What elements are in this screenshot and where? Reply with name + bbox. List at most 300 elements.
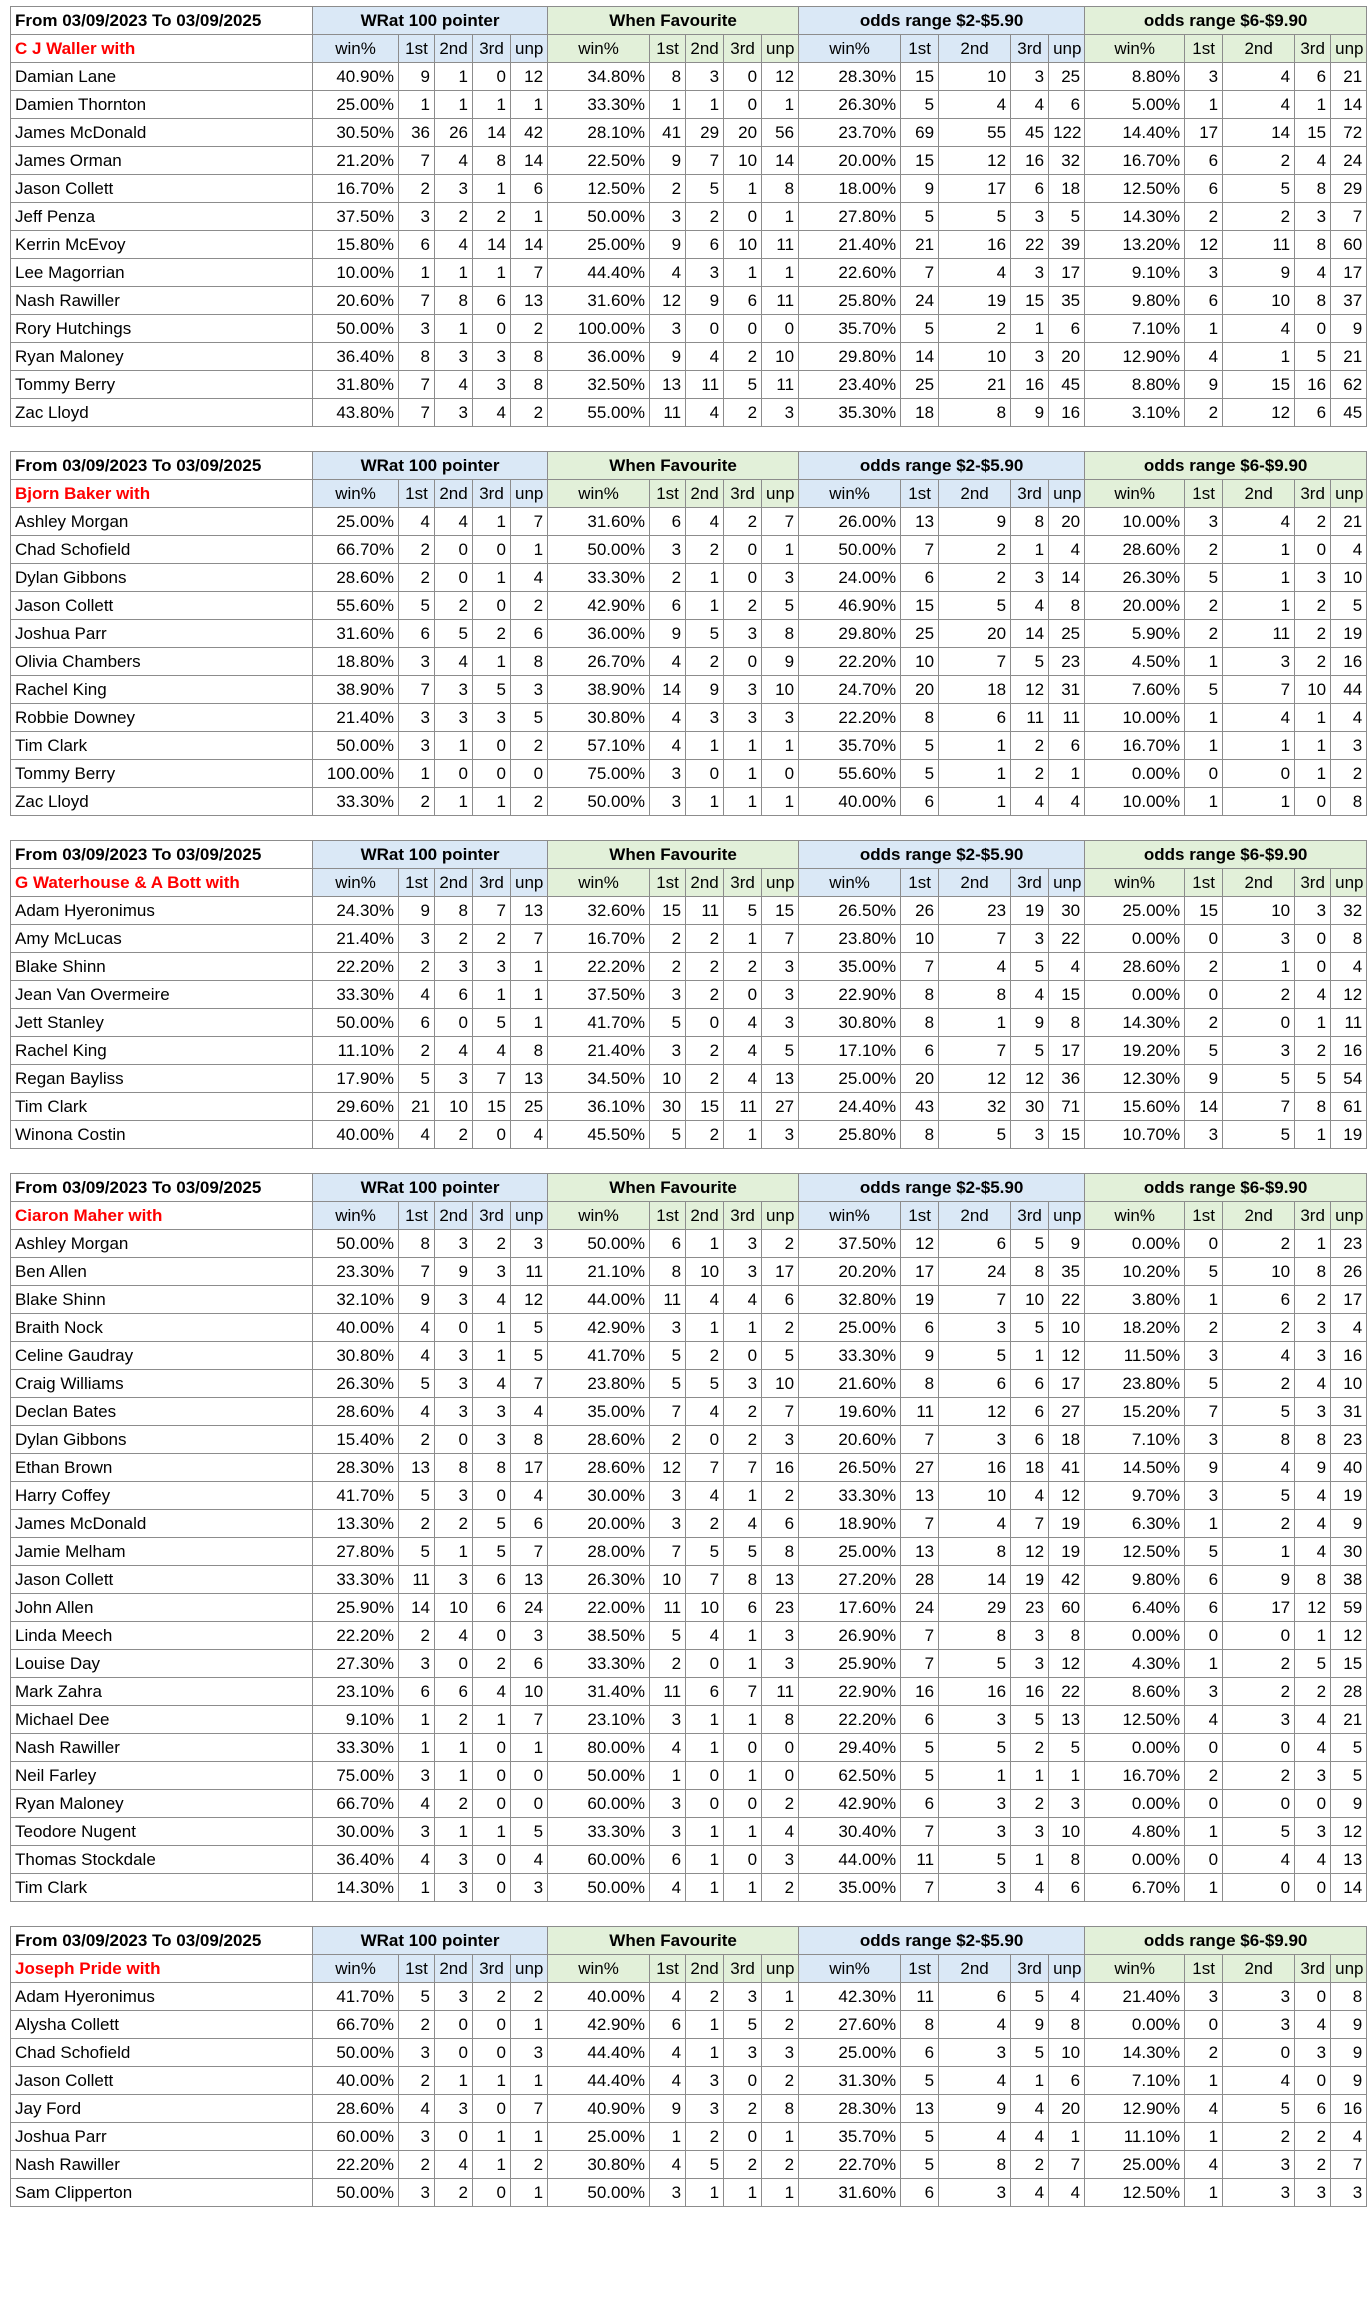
table-row (11, 897, 1367, 925)
stat-cell: 4 (650, 2151, 686, 2179)
stat-cell: 1 (939, 788, 1011, 816)
stat-cell: 12 (901, 1230, 939, 1258)
stat-cell: 8 (1011, 1258, 1049, 1286)
stat-cell: 4 (1223, 1846, 1295, 1874)
table-row (11, 1983, 1367, 2011)
stat-cell: 19 (1331, 1121, 1367, 1149)
stat-cell: 5 (1185, 1037, 1223, 1065)
column-header: win% (313, 35, 399, 63)
stat-cell: 9 (901, 1342, 939, 1370)
stat-cell: 5 (901, 2123, 939, 2151)
stat-cell: 2 (762, 2011, 799, 2039)
stat-cell: 31.60% (548, 287, 650, 315)
stat-cell: 26 (1331, 1258, 1367, 1286)
table-row (11, 1482, 1367, 1510)
column-header: 2nd (435, 1955, 473, 1983)
stat-cell: 59 (1331, 1594, 1367, 1622)
stat-cell: 3 (435, 1230, 473, 1258)
table-row (11, 925, 1367, 953)
stat-cell: 9 (686, 287, 724, 315)
stat-cell: 40.90% (313, 63, 399, 91)
stat-cell: 24.40% (799, 1093, 901, 1121)
stat-cell: 12 (511, 63, 548, 91)
stat-cell: 4 (435, 371, 473, 399)
stat-cell: 16 (1331, 648, 1367, 676)
stat-cell: 5 (1295, 1065, 1331, 1093)
stat-cell: 7 (399, 399, 435, 427)
stat-cell: 2 (686, 536, 724, 564)
stat-cell: 50.00% (313, 732, 399, 760)
stat-cell: 7 (650, 1398, 686, 1426)
stat-cell: 3 (435, 399, 473, 427)
stat-cell: 5 (1011, 1230, 1049, 1258)
column-header: 2nd (686, 869, 724, 897)
stat-cell: 6 (1011, 1370, 1049, 1398)
stat-cell: 14 (901, 343, 939, 371)
table-row (11, 2039, 1367, 2067)
stat-cell: 5 (399, 1538, 435, 1566)
stat-cell: 5 (1011, 953, 1049, 981)
stat-cell: 26 (435, 119, 473, 147)
stat-cell: 16 (1331, 2095, 1367, 2123)
stat-cell: 21.40% (799, 231, 901, 259)
stat-cell: 3 (1295, 1398, 1331, 1426)
stat-cell: 2 (1185, 1762, 1223, 1790)
stat-cell: 1 (473, 175, 511, 203)
stat-cell: 6 (901, 1314, 939, 1342)
stat-cell: 2 (650, 1650, 686, 1678)
stat-cell: 6.40% (1085, 1594, 1185, 1622)
stat-cell: 18.20% (1085, 1314, 1185, 1342)
stat-cell: 1 (511, 2123, 548, 2151)
stat-cell: 4 (686, 1622, 724, 1650)
stat-cell: 1 (473, 981, 511, 1009)
stat-cell: 4 (1049, 536, 1085, 564)
stat-cell: 1 (1295, 704, 1331, 732)
stat-cell: 3 (1223, 2179, 1295, 2207)
group-header: When Favourite (548, 841, 799, 869)
stat-cell: 26 (901, 897, 939, 925)
stat-cell: 4 (650, 732, 686, 760)
stat-cell: 5 (901, 732, 939, 760)
stat-cell: 6 (650, 1230, 686, 1258)
stat-cell: 5 (901, 760, 939, 788)
stat-cell: 4 (1049, 2179, 1085, 2207)
stat-cell: 2 (762, 1230, 799, 1258)
table-row (11, 231, 1367, 259)
stat-cell: 6 (511, 620, 548, 648)
stat-cell: 2 (762, 1790, 799, 1818)
stat-cell: 17 (901, 1258, 939, 1286)
stat-cell: 16 (1331, 1342, 1367, 1370)
column-header: win% (548, 869, 650, 897)
stat-cell: 0 (473, 2011, 511, 2039)
table-row (11, 760, 1367, 788)
stat-cell: 0 (724, 315, 762, 343)
stat-cell: 7 (511, 508, 548, 536)
stat-cell: 20.00% (1085, 592, 1185, 620)
stat-cell: 12 (1049, 1650, 1085, 1678)
stat-cell: 1 (686, 1734, 724, 1762)
stat-cell: 22 (1049, 1286, 1085, 1314)
stat-cell: 2 (1295, 1286, 1331, 1314)
column-header: unp (1049, 480, 1085, 508)
stat-cell: 9 (650, 2095, 686, 2123)
stat-cell: 5 (473, 1009, 511, 1037)
stat-cell: 5 (1011, 1037, 1049, 1065)
stat-cell: 9 (1331, 2011, 1367, 2039)
jockey-name: James Orman (11, 147, 313, 175)
jockey-name: Dylan Gibbons (11, 564, 313, 592)
stat-cell: 2 (724, 508, 762, 536)
jockey-name: Olivia Chambers (11, 648, 313, 676)
stat-cell: 4 (435, 508, 473, 536)
column-header: 3rd (1295, 1955, 1331, 1983)
stat-cell: 0.00% (1085, 760, 1185, 788)
stat-cell: 1 (511, 2011, 548, 2039)
stat-cell: 0 (473, 760, 511, 788)
jockey-name: Tim Clark (11, 732, 313, 760)
stat-cell: 14 (650, 676, 686, 704)
jockey-name: Robbie Downey (11, 704, 313, 732)
stat-cell: 3 (762, 399, 799, 427)
stat-cell: 39 (1049, 231, 1085, 259)
stat-cell: 32.60% (548, 897, 650, 925)
stat-cell: 50.00% (313, 1230, 399, 1258)
stat-cell: 19 (1331, 620, 1367, 648)
stat-cell: 2 (724, 399, 762, 427)
stat-cell: 3 (1049, 1790, 1085, 1818)
column-header: win% (1085, 869, 1185, 897)
stat-cell: 0 (1185, 925, 1223, 953)
stat-cell: 2 (1185, 2039, 1223, 2067)
stat-cell: 10 (1049, 1818, 1085, 1846)
stat-cell: 5 (399, 1065, 435, 1093)
stat-cell: 22.00% (548, 1594, 650, 1622)
stat-cell: 20 (724, 119, 762, 147)
stat-cell: 5 (1049, 1734, 1085, 1762)
stat-cell: 14 (473, 231, 511, 259)
stat-cell: 1 (1049, 760, 1085, 788)
stat-cell: 25.00% (799, 1314, 901, 1342)
stat-cell: 6 (1049, 1874, 1085, 1902)
stat-cell: 54 (1331, 1065, 1367, 1093)
stat-cell: 0 (1295, 1874, 1331, 1902)
jockey-name: Lee Magorrian (11, 259, 313, 287)
stat-cell: 40.90% (548, 2095, 650, 2123)
stat-cell: 10 (1011, 1286, 1049, 1314)
stat-cell: 38.50% (548, 1622, 650, 1650)
stat-cell: 0.00% (1085, 1622, 1185, 1650)
stat-cell: 60 (1331, 231, 1367, 259)
stat-cell: 42.90% (799, 1790, 901, 1818)
stat-cell: 4 (1185, 2151, 1223, 2179)
column-header: 2nd (435, 869, 473, 897)
stat-cell: 15 (473, 1093, 511, 1121)
stat-cell: 17 (1331, 1286, 1367, 1314)
table-row (11, 564, 1367, 592)
stat-cell: 3 (399, 2039, 435, 2067)
stat-cell: 0.00% (1085, 925, 1185, 953)
column-header: 3rd (1011, 480, 1049, 508)
stat-cell: 8 (939, 2151, 1011, 2179)
stat-cell: 8 (399, 1230, 435, 1258)
stat-cell: 21.60% (799, 1370, 901, 1398)
stat-cell: 66.70% (313, 536, 399, 564)
stat-cell: 4 (435, 147, 473, 175)
jockey-name: Ethan Brown (11, 1454, 313, 1482)
stat-cell: 0 (473, 63, 511, 91)
column-header: win% (313, 1202, 399, 1230)
table-row (11, 1846, 1367, 1874)
stat-cell: 1 (724, 175, 762, 203)
stat-cell: 5 (901, 1734, 939, 1762)
stat-cell: 13 (511, 1065, 548, 1093)
stat-cell: 8 (511, 1426, 548, 1454)
stat-cell: 7.10% (1085, 315, 1185, 343)
stat-cell: 1 (435, 2067, 473, 2095)
group-header: odds range $6-$9.90 (1085, 1174, 1367, 1202)
period-label: From 03/09/2023 To 03/09/2025 (11, 452, 313, 480)
column-header: 1st (399, 1955, 435, 1983)
stat-cell: 8 (511, 1037, 548, 1065)
column-header: 2nd (686, 35, 724, 63)
jockey-name: Dylan Gibbons (11, 1426, 313, 1454)
stat-cell: 4 (399, 1398, 435, 1426)
stat-cell: 24.00% (799, 564, 901, 592)
jockey-name: Ben Allen (11, 1258, 313, 1286)
table-row (11, 592, 1367, 620)
stat-cell: 31.40% (548, 1678, 650, 1706)
stat-cell: 2 (473, 1983, 511, 2011)
stat-cell: 4 (1011, 1482, 1049, 1510)
group-header: odds range $6-$9.90 (1085, 452, 1367, 480)
stat-cell: 33.30% (799, 1342, 901, 1370)
stat-cell: 2 (724, 1426, 762, 1454)
group-header-row (11, 1174, 1367, 1202)
stat-cell: 0 (1223, 1790, 1295, 1818)
stat-cell: 7 (511, 1370, 548, 1398)
stat-cell: 12 (1331, 1622, 1367, 1650)
stat-cell: 0 (473, 1846, 511, 1874)
stat-cell: 1 (762, 1983, 799, 2011)
stat-cell: 6 (724, 287, 762, 315)
stat-cell: 6 (1011, 175, 1049, 203)
stat-cell: 66.70% (313, 2011, 399, 2039)
stat-cell: 22.20% (799, 704, 901, 732)
stat-cell: 6 (901, 788, 939, 816)
stat-cell: 13 (1049, 1706, 1085, 1734)
stat-cell: 1 (399, 1706, 435, 1734)
stat-cell: 3 (511, 1622, 548, 1650)
stat-cell: 75.00% (548, 760, 650, 788)
stat-cell: 3 (1223, 2011, 1295, 2039)
jockey-name: Ryan Maloney (11, 343, 313, 371)
stat-cell: 35.70% (799, 2123, 901, 2151)
stat-cell: 4 (435, 231, 473, 259)
stat-cell: 4 (1331, 536, 1367, 564)
stat-cell: 0 (762, 315, 799, 343)
stat-cell: 6 (511, 1510, 548, 1538)
stat-cell: 8 (1331, 788, 1367, 816)
stat-cell: 11 (1331, 1009, 1367, 1037)
stat-cell: 0 (435, 1009, 473, 1037)
stat-cell: 2 (435, 1706, 473, 1734)
group-header-row (11, 452, 1367, 480)
stat-cell: 0 (1185, 760, 1223, 788)
stat-cell: 2 (473, 1230, 511, 1258)
stat-cell: 9 (399, 63, 435, 91)
stat-cell: 5 (1331, 1734, 1367, 1762)
stat-cell: 41.70% (548, 1009, 650, 1037)
stat-cell: 3 (1295, 2039, 1331, 2067)
stat-cell: 1 (686, 2039, 724, 2067)
stat-cell: 35.70% (799, 732, 901, 760)
stat-cell: 2 (1295, 620, 1331, 648)
stat-cell: 5 (1049, 203, 1085, 231)
stat-cell: 0 (1185, 1790, 1223, 1818)
stat-cell: 16.70% (1085, 147, 1185, 175)
stat-cell: 25 (1049, 620, 1085, 648)
stat-cell: 4 (473, 1678, 511, 1706)
stat-cell: 27.80% (799, 203, 901, 231)
stat-cell: 22.20% (313, 953, 399, 981)
column-header: win% (548, 1955, 650, 1983)
stat-cell: 2 (473, 620, 511, 648)
stat-cell: 8 (901, 704, 939, 732)
stat-cell: 25 (511, 1093, 548, 1121)
stat-cell: 21.40% (313, 704, 399, 732)
jockey-name: Michael Dee (11, 1706, 313, 1734)
stat-cell: 3 (686, 704, 724, 732)
stat-cell: 26.50% (799, 897, 901, 925)
stat-cell: 30.00% (313, 1818, 399, 1846)
stat-cell: 30 (650, 1093, 686, 1121)
stat-cell: 10 (1295, 676, 1331, 704)
jockey-name: Nash Rawiller (11, 287, 313, 315)
stat-cell: 3 (435, 1983, 473, 2011)
stat-cell: 5 (901, 315, 939, 343)
stat-cell: 5 (399, 1983, 435, 2011)
stat-cell: 30 (1331, 1538, 1367, 1566)
stat-cell: 0 (724, 1846, 762, 1874)
stat-cell: 23.40% (799, 371, 901, 399)
stat-cell: 3 (399, 1650, 435, 1678)
stat-cell: 2 (1223, 1650, 1295, 1678)
stat-cell: 8 (901, 2011, 939, 2039)
column-header: unp (762, 1202, 799, 1230)
stat-cell: 11 (650, 1286, 686, 1314)
stat-cell: 0 (435, 536, 473, 564)
jockey-name: Neil Farley (11, 1762, 313, 1790)
stat-cell: 42.90% (548, 592, 650, 620)
stat-cell: 3 (939, 1314, 1011, 1342)
stat-cell: 28.60% (313, 1398, 399, 1426)
stat-cell: 7 (901, 1622, 939, 1650)
stat-cell: 30.40% (799, 1818, 901, 1846)
jockey-name: Thomas Stockdale (11, 1846, 313, 1874)
stat-cell: 31.80% (313, 371, 399, 399)
stat-cell: 11 (724, 1093, 762, 1121)
stat-cell: 1 (762, 203, 799, 231)
stat-cell: 2 (650, 175, 686, 203)
stat-cell: 4.30% (1085, 1650, 1185, 1678)
column-header: unp (511, 35, 548, 63)
stat-cell: 4 (939, 953, 1011, 981)
trainer-label: Joseph Pride with (11, 1955, 313, 1983)
stat-cell: 25 (901, 371, 939, 399)
stat-cell: 3 (650, 1818, 686, 1846)
stat-cell: 10 (1331, 1370, 1367, 1398)
stat-cell: 0 (1223, 1622, 1295, 1650)
stat-cell: 21.40% (313, 925, 399, 953)
stat-cell: 4 (650, 1983, 686, 2011)
stat-cell: 1 (511, 203, 548, 231)
column-header: unp (762, 480, 799, 508)
stat-cell: 27.20% (799, 1566, 901, 1594)
stat-cell: 23.10% (548, 1706, 650, 1734)
table-row (11, 1762, 1367, 1790)
stats-table (10, 840, 1367, 1149)
stat-cell: 17 (1049, 259, 1085, 287)
stat-cell: 13 (511, 1566, 548, 1594)
stat-cell: 5 (511, 704, 548, 732)
stat-cell: 3 (939, 2039, 1011, 2067)
stat-cell: 22.20% (799, 648, 901, 676)
stat-cell: 19 (1011, 897, 1049, 925)
stat-cell: 45 (1331, 399, 1367, 427)
stat-cell: 4 (399, 1121, 435, 1149)
stat-cell: 1 (435, 91, 473, 119)
stat-cell: 8 (473, 147, 511, 175)
stat-cell: 5 (473, 1538, 511, 1566)
table-row (11, 1093, 1367, 1121)
jockey-name: Zac Lloyd (11, 788, 313, 816)
stat-cell: 11 (650, 1594, 686, 1622)
stat-cell: 12.50% (548, 175, 650, 203)
jockey-name: Alysha Collett (11, 2011, 313, 2039)
stat-cell: 3 (473, 1258, 511, 1286)
stat-cell: 33.30% (799, 1482, 901, 1510)
stat-cell: 5 (1223, 1482, 1295, 1510)
stat-cell: 6 (1011, 1398, 1049, 1426)
stat-cell: 9.70% (1085, 1482, 1185, 1510)
stat-cell: 0 (1223, 1009, 1295, 1037)
stat-cell: 2 (399, 2011, 435, 2039)
stat-cell: 26.50% (799, 1454, 901, 1482)
jockey-name: Ashley Morgan (11, 1230, 313, 1258)
stat-cell: 15 (650, 897, 686, 925)
stat-cell: 7 (724, 1454, 762, 1482)
stat-cell: 8 (1049, 2011, 1085, 2039)
stat-cell: 5 (1295, 343, 1331, 371)
stat-cell: 3 (650, 1510, 686, 1538)
stat-cell: 10.00% (313, 259, 399, 287)
stat-cell: 43.80% (313, 399, 399, 427)
stat-cell: 25 (901, 620, 939, 648)
stat-cell: 14 (1011, 620, 1049, 648)
column-header: unp (762, 35, 799, 63)
stat-cell: 1 (686, 732, 724, 760)
stat-cell: 8 (939, 1538, 1011, 1566)
stat-cell: 12.50% (1085, 1538, 1185, 1566)
stat-cell: 3 (435, 343, 473, 371)
stat-cell: 5 (686, 620, 724, 648)
table-row (11, 620, 1367, 648)
stat-cell: 3 (650, 788, 686, 816)
stat-cell: 2 (1011, 732, 1049, 760)
stat-cell: 3 (473, 953, 511, 981)
